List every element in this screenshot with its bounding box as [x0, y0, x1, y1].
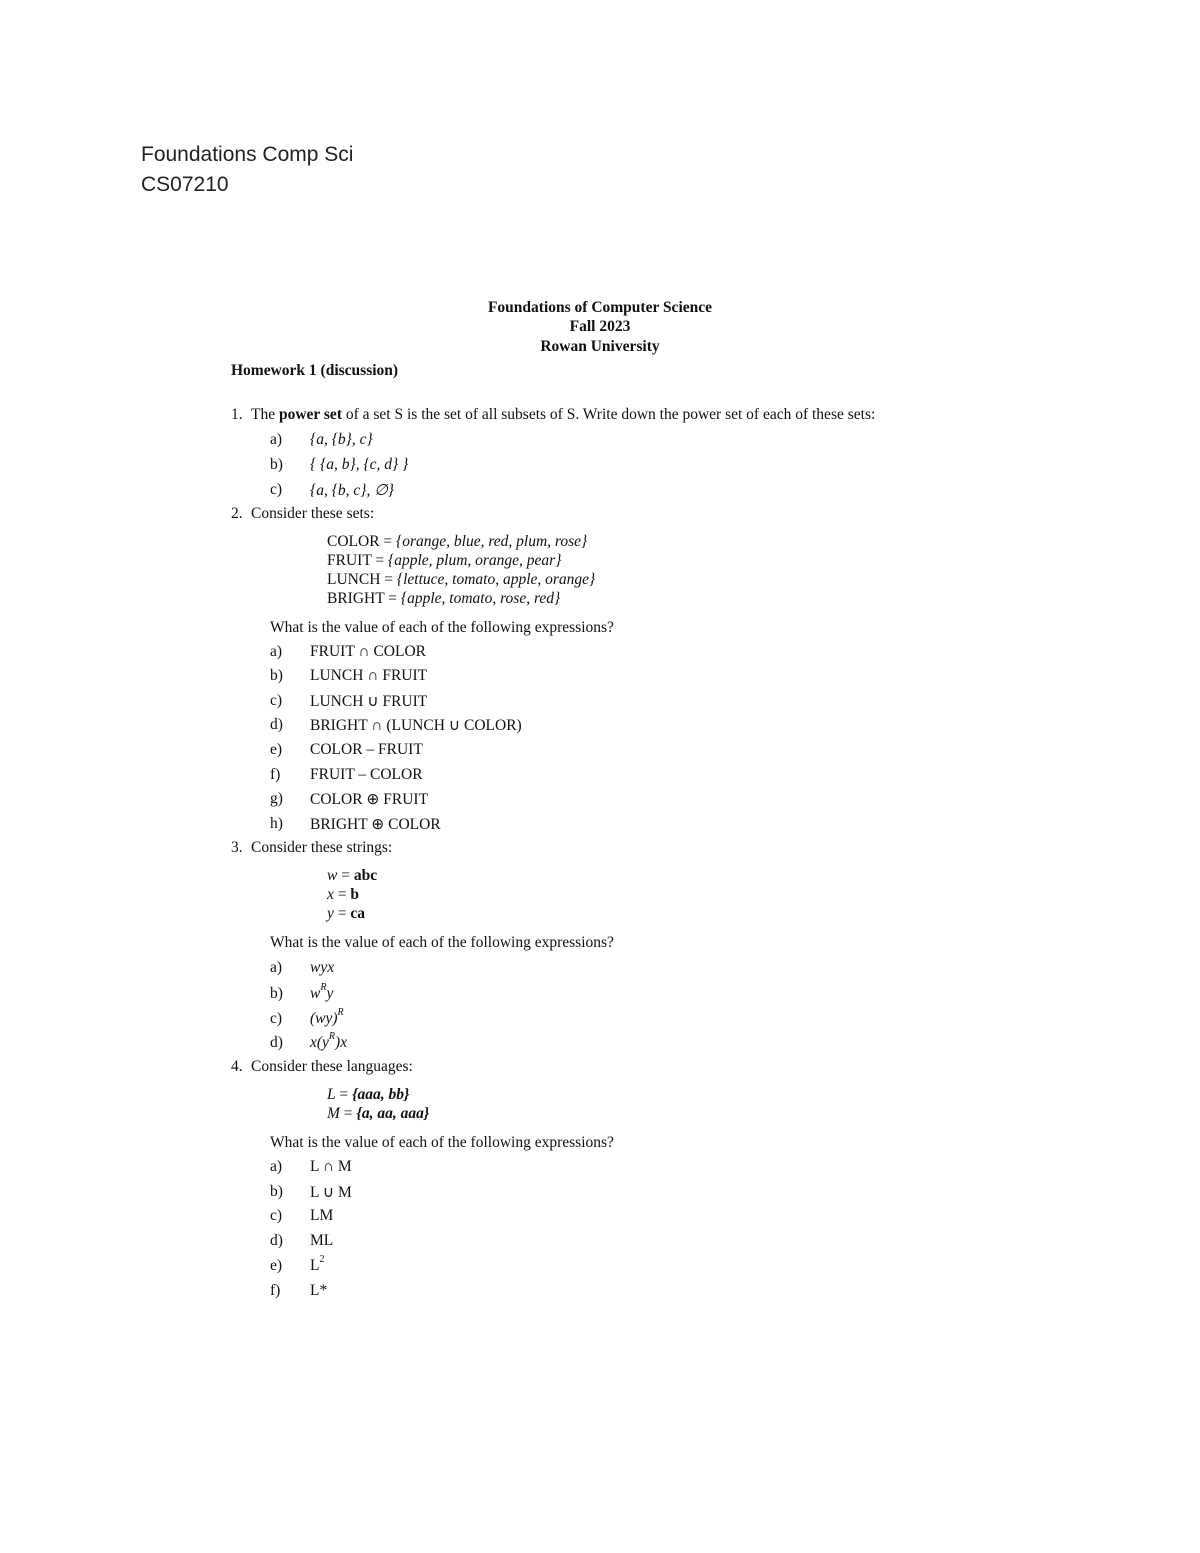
set-definition: [327, 590, 560, 608]
q1-text-post: of a set S is the set of all subsets of S. Write down the power set of each of these sets:: [345, 406, 876, 423]
q3-item-expr: [310, 1030, 348, 1052]
expr-pre: x(y: [310, 1034, 329, 1051]
q4-item-label: f): [270, 1282, 281, 1299]
language-value: {a, aa, aaa}: [356, 1105, 430, 1122]
language-definition: [327, 1086, 409, 1104]
language-name: L: [327, 1086, 336, 1103]
q2-item-expr: COLOR ⊕ FRUIT: [310, 791, 429, 808]
q2-item-label: c): [270, 692, 283, 709]
expr-rest: )x: [335, 1034, 348, 1051]
q2-item-expr: LUNCH ∪ FRUIT: [310, 693, 428, 710]
q2-item-label: f): [270, 766, 281, 783]
school-name: Rowan University: [540, 338, 660, 355]
string-val: abc: [353, 867, 378, 884]
q2-item-expr: FRUIT ∩ COLOR: [310, 643, 426, 660]
expr-base: L: [310, 1257, 320, 1274]
question-1-text: [251, 406, 875, 424]
q2-item-label: b): [270, 667, 283, 684]
q4-item-label: e): [270, 1257, 283, 1274]
language-eq: =: [339, 1105, 357, 1122]
set-name: FRUIT =: [327, 552, 388, 569]
string-definition: [327, 905, 365, 923]
set-value: {apple, tomato, rose, red}: [400, 590, 561, 607]
q3-item-expr: [310, 1006, 344, 1028]
string-var: w: [327, 867, 338, 884]
q1-item-label: b): [270, 456, 283, 473]
course-note-line-2: CS07210: [141, 173, 229, 196]
q4-item-label: c): [270, 1207, 283, 1224]
set-definition: [327, 533, 587, 551]
expr-superscript: 2: [319, 1253, 325, 1265]
set-definition: [327, 552, 561, 570]
q1-item-label: a): [270, 431, 283, 448]
course-title: Foundations of Computer Science: [487, 299, 713, 316]
q2-item-expr: FRUIT – COLOR: [310, 766, 423, 783]
q3-item-label: b): [270, 985, 283, 1002]
q4-item-expr: ML: [310, 1232, 334, 1249]
q3-item-expr: wyx: [310, 959, 335, 976]
set-name: BRIGHT =: [327, 590, 401, 607]
language-definition: [327, 1105, 429, 1123]
string-var: y: [327, 905, 334, 922]
set-value: {lettuce, tomato, apple, orange}: [396, 571, 596, 588]
question-2-text: Consider these sets:: [251, 505, 375, 522]
question-1-number: 1.: [231, 406, 243, 423]
q2-item-expr: BRIGHT ∩ (LUNCH ∪ COLOR): [310, 717, 522, 734]
question-2-number: 2.: [231, 505, 243, 522]
q4-item-expr: [310, 1253, 325, 1275]
set-value: {orange, blue, red, plum, rose}: [396, 533, 588, 550]
expr-base: (wy): [310, 1010, 338, 1027]
q4-item-label: a): [270, 1158, 283, 1175]
language-value: {aaa, bb}: [352, 1086, 410, 1103]
string-eq: =: [337, 867, 354, 884]
homework-title: Homework 1 (discussion): [231, 362, 399, 379]
q4-item-label: b): [270, 1183, 283, 1200]
string-eq: =: [333, 886, 351, 903]
question-3-text: Consider these strings:: [251, 839, 393, 856]
string-definition: [327, 886, 359, 904]
q2-item-expr: LUNCH ∩ FRUIT: [310, 667, 428, 684]
q4-item-expr: L ∪ M: [310, 1184, 352, 1201]
string-val: ca: [350, 905, 366, 922]
q4-item-label: d): [270, 1232, 283, 1249]
q2-item-label: e): [270, 741, 283, 758]
q4-item-expr: L ∩ M: [310, 1158, 352, 1175]
q4-item-expr: L*: [310, 1282, 328, 1299]
string-eq: =: [333, 905, 351, 922]
q2-item-expr: COLOR – FRUIT: [310, 741, 423, 758]
q4-item-expr: LM: [310, 1207, 334, 1224]
language-eq: =: [335, 1086, 353, 1103]
q1-item-expr: { {a, b}, {c, d} }: [310, 456, 409, 473]
term: Fall 2023: [569, 318, 631, 335]
q1-item-expr: {a, {b, c}, ∅}: [310, 482, 394, 499]
expr-superscript: R: [320, 981, 327, 993]
expr-base: w: [310, 985, 321, 1002]
question-4-number: 4.: [231, 1058, 243, 1075]
q3-item-label: d): [270, 1034, 283, 1051]
set-definition: [327, 571, 595, 589]
expr-superscript: R: [328, 1030, 336, 1042]
q3-prompt: What is the value of each of the following expressions?: [270, 934, 614, 951]
set-name: COLOR =: [327, 533, 397, 550]
language-name: M: [327, 1105, 340, 1122]
q1-power-set-term: power set: [278, 406, 342, 423]
question-4-text: Consider these languages:: [251, 1058, 413, 1075]
q2-item-label: a): [270, 643, 283, 660]
string-definition: [327, 867, 377, 885]
question-3-number: 3.: [231, 839, 243, 856]
expr-rest: y: [326, 985, 334, 1002]
q2-item-expr: BRIGHT ⊕ COLOR: [310, 816, 441, 833]
q3-item-label: c): [270, 1010, 283, 1027]
string-val: b: [350, 886, 360, 903]
q1-item-expr: {a, {b}, c}: [310, 431, 373, 448]
q2-item-label: d): [270, 716, 283, 733]
string-var: x: [327, 886, 334, 903]
expr-superscript: R: [337, 1006, 344, 1018]
q1-text-pre: The: [251, 406, 276, 423]
q2-item-label: h): [270, 815, 283, 832]
set-name: LUNCH =: [327, 571, 397, 588]
q4-prompt: What is the value of each of the following expressions?: [270, 1134, 614, 1151]
q3-item-label: a): [270, 959, 283, 976]
q3-item-expr: [310, 981, 334, 1003]
course-note-line-1: Foundations Comp Sci: [141, 143, 354, 166]
set-value: {apple, plum, orange, pear}: [388, 552, 562, 569]
q2-item-label: g): [270, 790, 283, 807]
q2-prompt: What is the value of each of the following expressions?: [270, 619, 614, 636]
q1-item-label: c): [270, 481, 283, 498]
